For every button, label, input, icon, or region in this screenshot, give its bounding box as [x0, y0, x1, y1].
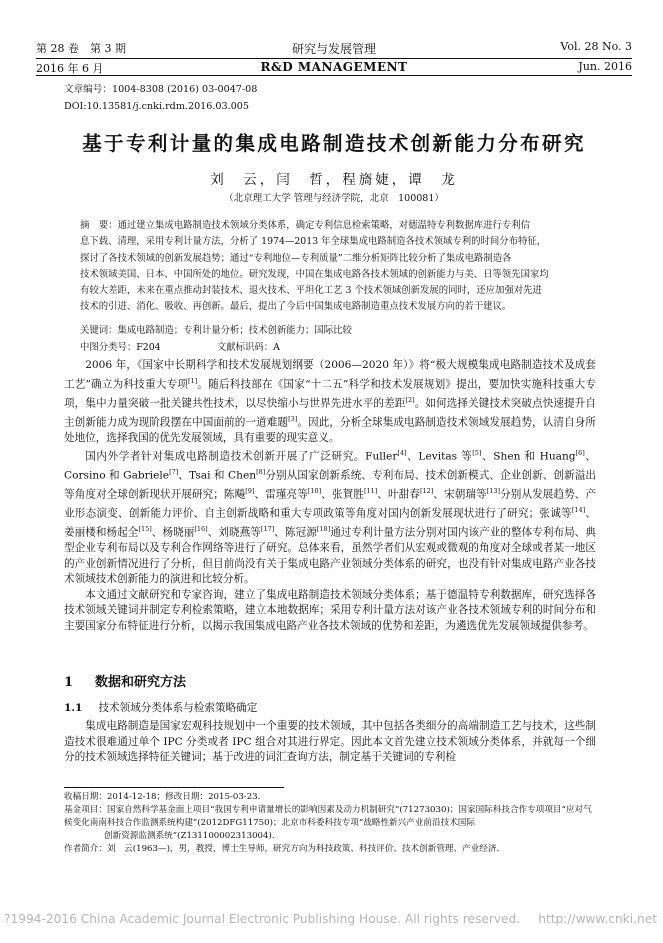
intro-section [64, 358, 596, 634]
subsection-title: 技术领域分类体系与检索策略确定 [98, 702, 258, 714]
classification: 中图分类号：F204 文献标识码：A [80, 342, 280, 353]
doi: DOI:10.13581/j.cnki.rdm.2016.03.005 [64, 101, 250, 112]
paper-title: 基于专利计量的集成电路制造技术创新能力分布研究 [82, 132, 586, 155]
citation: [8] [256, 468, 266, 477]
abstract-line: 息下载、清理，采用专利计量方法，分析了 1974—2013 年全球集成电路制造各技术领域专利的时间分布特征， [80, 236, 547, 248]
citation: [16] [194, 525, 208, 534]
publish-date-en: Jun. 2016 [578, 60, 632, 73]
funding-continued: 创新资源监测系统”(Z131100002313004). [104, 831, 275, 841]
keywords: 关键词：集成电路制造；专利计量分析；技术创新能力；国际比较 [80, 325, 352, 336]
volume-issue: 第 28 卷 第 3 期 [36, 42, 126, 55]
section-number: 1 [64, 675, 74, 690]
paragraph: 国内外学者针对集成电路制造技术创新开展了广泛研究。Fuller[4]、Levitas 等[5]、Shen 和 Huang[6]、Corsino 和 Gabriele[7]、Tsai 和 Chen[8]分别从国家创新系统、专利布局、技术创新模式、企业创新、创新溢出等角度对全球创新现状开展研究；陈飚[9]、雷瑾亮等[10]、张賀胜[11]、叶甜春[12]、宋朝瑞等[13]分别从发展趋势、产业形态演变、创新能力评价、自主创新战略和重大专项政策等角度对国内创新发展现状进行了研究；张诚等[14]、姜丽楼和杨起全[15]、杨晓丽[16]、刘晓燕等[17]、陈冠源[18]通过专利计量方法分别对国内该产业的整体专利布局、典型企业专利布局以及专利合作网络等进行了研究。总体来看，虽然学者们从宏观或微观的角度对全球或者某一地区的产业创新情况进行了分析，但目前尚没有关于集成电路产业领域分类体系的研究，也没有针对集成电路产业各技术领域技术创新能力的演进和比较分析。 [64, 449, 597, 586]
section-title: 数据和研究方法 [95, 675, 187, 690]
subsection-heading [64, 700, 257, 715]
paragraph: 本文通过文献研究和专家咨询，建立了集成电路制造技术领域分类体系；基于德温特专利数据库，研究选择各技术领域关键词并制定专利检索策略，建立本地数据库；采用专利计量方法对该产业各技术领域专利的时间分布和主要国家分布特征进行分析，以揭示我国集成电路产业各技术领域的优势和差距，为遴选优先发展领域提供参考。 [64, 588, 596, 632]
affiliation: （北京理工大学 管理与经济学院，北京 100081） [224, 193, 444, 204]
citation: [17] [260, 525, 275, 534]
citation: [1] [188, 376, 198, 385]
abstract-line: 有较大差距，未来在重点推动封装技术、退火技术、平坦化工艺 3 个技术领域创新发展的同时，还应加强对先进 [80, 285, 542, 297]
abstract-line: 探讨了各技术领域的创新发展趋势；通过“专利地位—专利质量”二维分析矩阵比较分析了集成电路制造各 [80, 252, 512, 264]
abstract-line: 摘 要：通过建立集成电路制造技术领域分类体系，确定专利信息检索策略，对德温特专利数据库进行专利信 [80, 220, 531, 231]
citation: [5] [472, 449, 482, 458]
paragraph: 集成电路制造是国家宏观科技规划中一个重要的技术领域，其中包括各类细分的高端制造工艺与技术，这些制造技术很难通过单个 IPC 分类或者 IPC 组合对其进行界定。因此本文首先建立技术领域分类体系，并就每一个细分的技术领域选择特征关键词；基于改进的词汇查询方法，制定基于关键词的专利检 [64, 720, 596, 763]
footnotes [64, 791, 596, 856]
citation: [15] [138, 525, 152, 534]
section-heading [64, 671, 186, 690]
abstract-line: 技术的引进、消化、吸收、再创新。最后，提出了今后中国集成电路制造重点技术发展方向的若干建议。 [80, 301, 512, 313]
journal-name-cn: 研究与发展管理 [291, 42, 376, 56]
citation: [2] [405, 395, 415, 404]
citation: [7] [169, 468, 179, 477]
received-date: 收稿日期：2014-12-18；修改日期：2015-03-23. [64, 792, 261, 802]
section-1-body [64, 719, 596, 766]
citation: [12] [420, 487, 434, 496]
copyright-text: ?1994-2016 China Academic Journal Electronic Publishing House. All rights reserved. [4, 912, 521, 926]
abstract-line: 技术领域美国、日本、中国所处的地位。研究发现，中国在集成电路各技术领域的创新能力与美、日等领先国家均 [80, 268, 549, 280]
header-rule-thin [36, 58, 632, 59]
citation: [4] [397, 449, 407, 458]
citation: [13] [486, 487, 501, 496]
publish-date: 2016 年 6 月 [36, 62, 104, 75]
citation: [9] [245, 487, 255, 496]
citation: [10] [307, 487, 322, 496]
footnote-rule [64, 787, 284, 788]
cnki-link[interactable]: http://www.cnki.net [538, 912, 657, 926]
funding: 基金项目：国家自然科学基金面上项目“我国专利申请量增长的影响因素及动力机制研究”(71273030)；国家国际科技合作专项项目“应对气候变化南南科技合作监测系统构建”(2012DFG11750)；北京市科委科技专项“战略性新兴产业前沿技术国际 [64, 805, 592, 828]
volume-issue-en: Vol. 28 No. 3 [560, 40, 632, 53]
citation: [11] [363, 487, 378, 496]
citation: [14] [571, 506, 586, 515]
citation: [18] [316, 525, 331, 534]
paragraph: 2006 年，《国家中长期科学和技术发展规划纲要（2006—2020 年）》将“极大规模集成电路制造技术及成套工艺”确立为科技重大专项[1]。随后科技部在《国家“十二五”科学和技术发展规划》提出，要加快实施科技重大专项，集中力量突破一批关键共性技术，以尽快缩小与世界先进水平的差距[2]。如何选择关键技术突破点快速提升自主创新能力成为现阶段摆在中国面前的一道难题[3]。因此，分析全球集成电路制造技术领域发展趋势，认清自身所处地位，选择我国的优先发展领域，具有重要的现实意义。 [64, 359, 597, 444]
citation: [3] [288, 414, 298, 423]
journal-name-en: R&D MANAGEMENT [260, 60, 408, 74]
article-number: 文章编号：1004-8308 (2016) 03-0047-08 [64, 84, 258, 95]
subsection-number: 1.1 [64, 702, 83, 714]
authors: 刘 云，闫 哲，程旖婕，谭 龙 [210, 172, 458, 188]
abstract [80, 218, 588, 316]
header-rule-thick [36, 75, 632, 76]
author-bio: 作者简介：刘 云(1963—)，男，教授，博士生导师，研究方向为科技政策、科技评价、技术创新管理、产业经济. [64, 844, 500, 854]
citation: [6] [575, 449, 585, 458]
